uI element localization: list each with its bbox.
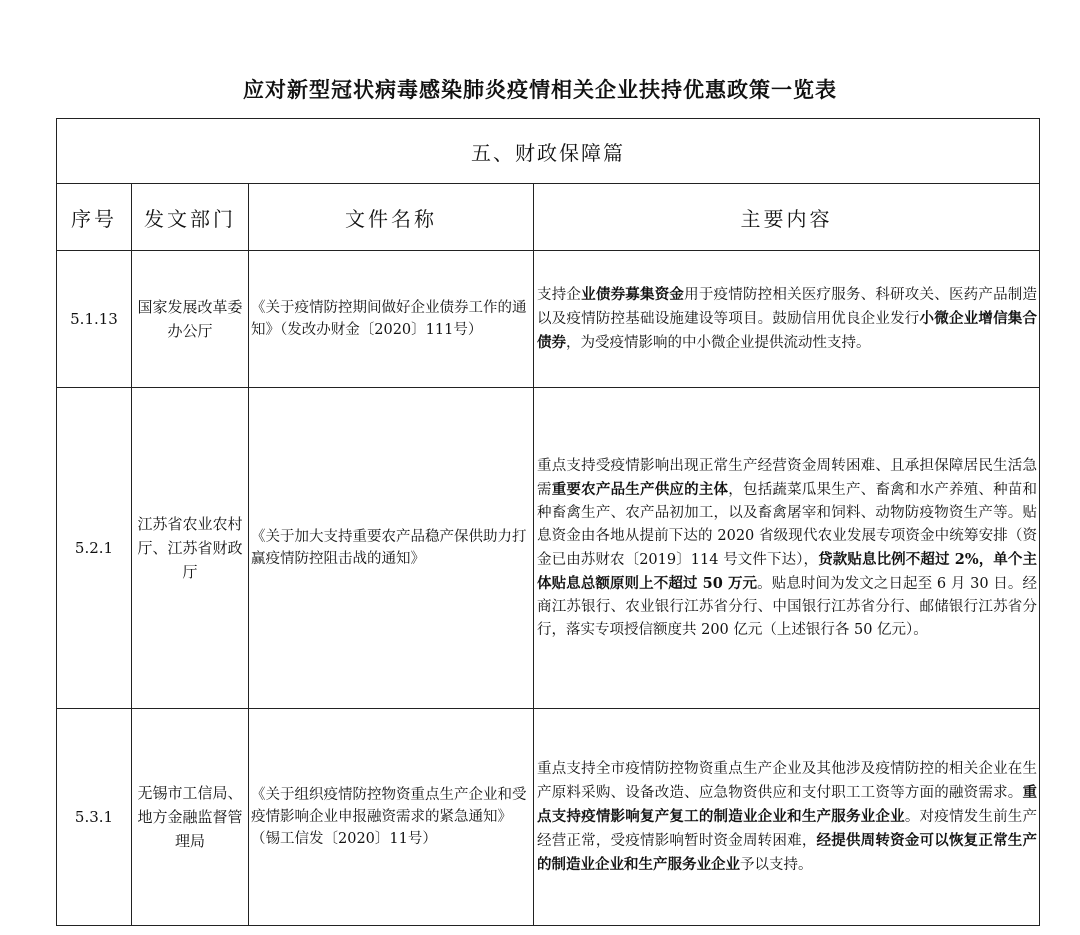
content-text: 重点支持受疫情影响出现正常生产经营资金周转困难、且承担保障居民生活急需 — [537, 457, 1037, 498]
emphasis-text: 小微企业增信集合债券 — [537, 310, 1037, 351]
content-text: 。贴息时间为发文之日起至 6 月 30 日。经商江苏银行、农业银行江苏省分行、中国银行江苏省分行、邮储银行江苏省分行，落实专项授信额度共 200 亿元（上述银行各 50 亿元）。 — [537, 575, 1037, 638]
row-number: 5.2.1 — [57, 388, 132, 709]
content-text: 。对疫情发生前生产经营正常，受疫情影响暂时资金周转困难， — [537, 808, 1038, 849]
emphasis-text: 重点支持疫情影响复产复工的制造业企业和生产服务业企业 — [537, 783, 1037, 825]
section-title: 五、财政保障篇 — [57, 119, 1040, 184]
policy-table — [56, 118, 1040, 926]
header-no: 序号 — [57, 184, 132, 251]
table-row — [57, 709, 1040, 926]
main-content — [534, 709, 1040, 926]
content-text: 重点支持全市疫情防控物资重点生产企业及其他涉及疫情防控的相关企业在生产原料采购、设备改造、应急物资供应和支付职工工资等方面的融资需求。 — [537, 760, 1037, 801]
document-name: 《关于疫情防控期间做好企业债券工作的通知》（发改办财金〔2020〕111号） — [249, 251, 534, 388]
content-text: ，为受疫情影响的中小微企业提供流动性支持。 — [566, 335, 871, 351]
emphasis-text: 重要农产品生产供应的主体 — [551, 480, 729, 498]
header-dept: 发文部门 — [132, 184, 249, 251]
content-text: 用于疫情防控相关医疗服务、科研攻关、医药产品制造以及疫情防控基础设施建设等项目。鼓励信用优良企业发行 — [537, 287, 1038, 327]
table-row — [57, 251, 1040, 388]
issuing-department: 国家发展改革委办公厅 — [132, 251, 249, 388]
document-name: 《关于组织疫情防控物资重点生产企业和受疫情影响企业申报融资需求的紧急通知》（锡工信发〔2020〕11号） — [249, 709, 534, 926]
emphasis-text: 业债券募集资金 — [581, 286, 685, 303]
main-content — [534, 251, 1040, 388]
table-row — [57, 388, 1040, 709]
issuing-department: 无锡市工信局、地方金融监督管理局 — [132, 709, 249, 926]
main-content — [534, 388, 1040, 709]
row-number: 5.3.1 — [57, 709, 132, 926]
content-text: 支持企 — [537, 287, 582, 303]
section-row — [57, 119, 1040, 184]
issuing-department: 江苏省农业农村厅、江苏省财政厅 — [132, 388, 249, 709]
header-file: 文件名称 — [249, 184, 534, 251]
content-text: ，包括蔬菜瓜果生产、畜禽和水产养殖、种苗和种畜禽生产、农产品初加工，以及畜禽屠宰和饲料、动物防疫物资生产等。贴息资金由各地从提前下达的 2020 省级现代农业发展专项资金中统筹安排（资金已由苏财农〔2019〕114 号文件下达）， — [537, 481, 1038, 568]
emphasis-text: 经提供周转资金可以恢复正常生产的制造业企业和生产服务业企业 — [537, 831, 1037, 873]
content-text: 予以支持。 — [740, 856, 813, 873]
header-row — [57, 184, 1040, 251]
header-content: 主要内容 — [534, 184, 1040, 251]
row-number: 5.1.13 — [57, 251, 132, 388]
emphasis-text: 贷款贴息比例不超过 2%，单个主体贴息总额原则上不超过 50 万元 — [537, 550, 1038, 592]
document-title: 应对新型冠状病毒感染肺炎疫情相关企业扶持优惠政策一览表 — [243, 78, 837, 102]
document-name: 《关于加大支持重要农产品稳产保供助力打赢疫情防控阻击战的通知》 — [249, 388, 534, 709]
